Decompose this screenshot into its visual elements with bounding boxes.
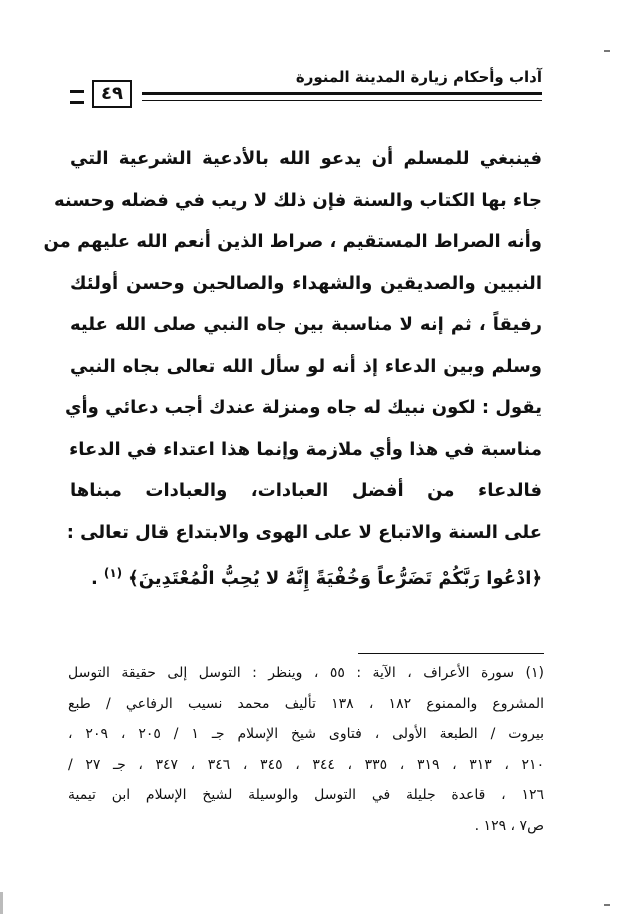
page-number: ٤٩ (92, 80, 132, 108)
text-line: فينبغي للمسلم أن يدعو الله بالأدعية الشرعية التي (70, 148, 542, 169)
quran-verse: ﴿ادْعُوا رَبَّكُمْ تَضَرُّعاً وَخُفْيَةً إِنَّهُ لا يُحِبُّ الْمُعْتَدِينَ﴾ (128, 568, 542, 589)
header-double-rule (142, 92, 542, 101)
main-text (43, 138, 542, 595)
footnote-separator (358, 653, 544, 654)
footnote-line: ص٧ ، ١٢٩ . (474, 817, 544, 834)
footnotes (68, 658, 544, 841)
footnote-ref: (١) (103, 566, 123, 580)
text-line: فالدعاء من أفضل العبادات، والعبادات مبناها (70, 480, 542, 501)
verse-end-mark: . (91, 568, 98, 589)
text-line: وأنه الصراط المستقيم ، صراط الذين أنعم الله عليهم من (43, 231, 542, 252)
footnote-line: بيروت / الطبعة الأولى ، فتاوى شيخ الإسلام جـ ١ / ٢٠٥ ، ٢٠٩ ، (68, 726, 545, 742)
footnote-line: ٢١٠ ، ٣١٣ ، ٣١٩ ، ٣٣٥ ، ٣٤٤ ، ٣٤٥ ، ٣٤٦ ، ٣٤٧ ، جـ ٢٧ / (68, 756, 545, 773)
text-line: يقول : لكون نبيك له جاه ومنزلة عندك أجب دعائي وأي (64, 397, 542, 418)
text-line: النبيين والصديقين والشهداء والصالحين وحسن أولئك (70, 272, 542, 294)
running-header-title: آداب وأحكام زيارة المدينة المنورة (295, 68, 542, 86)
verse-line (70, 553, 542, 595)
footnote-line: ١٢٦ ، قاعدة جليلة في التوسل والوسيلة لشيخ الإسلام ابن تيمية (68, 787, 544, 803)
text-line: رفيقاً ، ثم إنه لا مناسبة بين جاه النبي صلى الله عليه (70, 314, 542, 335)
scan-mark-bottom-right (604, 904, 610, 906)
text-line: مناسبة في هذا وأي ملازمة وإنما هذا اعتداء في الدعاء (69, 438, 542, 460)
text-line: على السنة والاتباع لا على الهوى والابتداع قال تعالى : (66, 521, 542, 543)
footnote-line: المشروع والممنوع ١٨٢ ، ١٣٨ تأليف محمد نسيب الرفاعي / طبع (68, 695, 544, 712)
running-header (70, 62, 542, 110)
header-side-bars (70, 90, 84, 104)
scan-mark-bottom-left (0, 892, 3, 914)
text-line: وسلم وبين الدعاء إذ أنه لو سأل الله تعالى بجاه النبي (70, 355, 542, 377)
footnote-line: (١) سورة الأعراف ، الآية : ٥٥ ، وينظر : التوسل إلى حقيقة التوسل (68, 665, 544, 681)
text-line: جاء بها الكتاب والسنة فإن ذلك لا ريب في فضله وحسنه (53, 189, 542, 211)
scan-mark-top-right (604, 50, 610, 52)
